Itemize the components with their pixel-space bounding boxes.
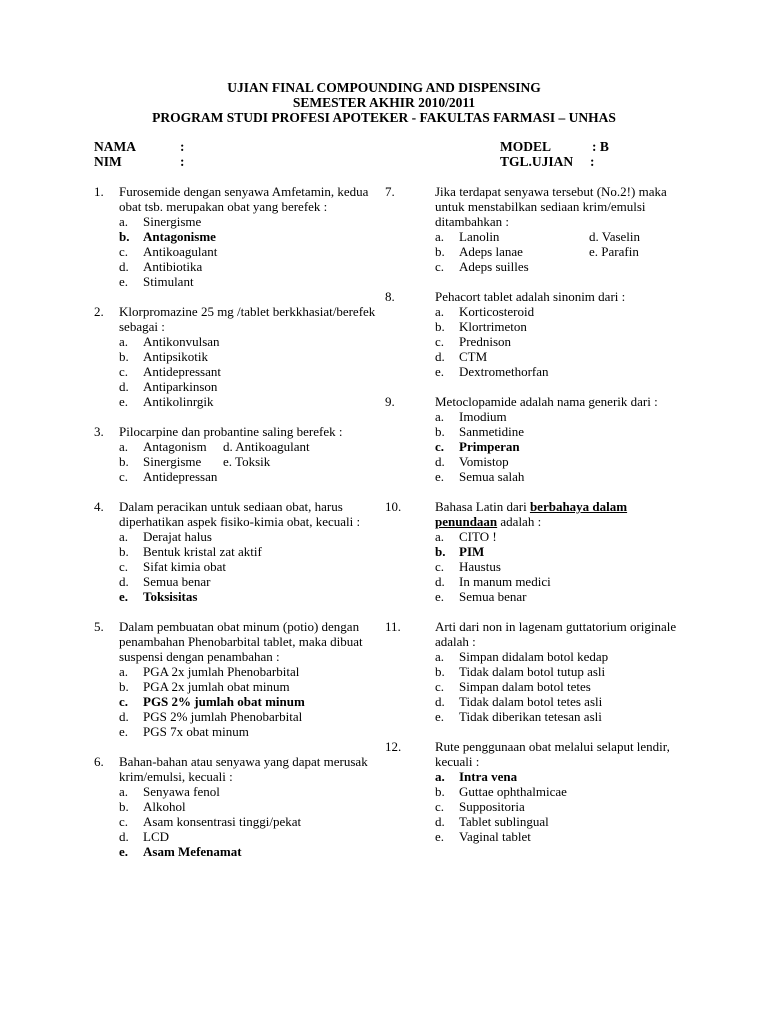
option-letter: b.: [119, 349, 129, 364]
option-text: Sinergisme: [143, 214, 202, 229]
question-stem: Klorpromazine 25 mg /tablet berkkhasiat/berefek sebagai :: [119, 304, 376, 334]
option-text: PGA 2x jumlah Phenobarbital: [143, 664, 300, 679]
option-text: PGA 2x jumlah obat minum: [143, 679, 290, 694]
answer-option-text: Asam Mefenamat: [143, 844, 242, 859]
exam-semester: SEMESTER AKHIR 2010/2011: [292, 95, 476, 110]
option-letter: c.: [435, 259, 445, 274]
option-letter: a.: [119, 664, 129, 679]
option-letter: c.: [435, 439, 445, 454]
question-number: 2.: [94, 304, 104, 319]
question-5: [94, 619, 379, 739]
option-letter: d.: [435, 814, 445, 829]
option-text: Adeps lanae: [459, 244, 523, 259]
option-text: Senyawa fenol: [143, 784, 220, 799]
option-text: Alkohol: [143, 799, 186, 814]
question-stem: Furosemide dengan senyawa Amfetamin, kedua obat tsb. merupakan obat yang berefek :: [119, 184, 369, 214]
option-text: Adeps suilles: [459, 259, 529, 274]
option-text: Lanolin: [459, 229, 500, 244]
question-4: [94, 499, 379, 604]
model-value: : B: [592, 139, 609, 154]
question-stem: Arti dari non in lagenam guttatorium originale adalah :: [435, 619, 677, 649]
option-letter: b.: [435, 319, 445, 334]
option-text: Prednison: [459, 334, 511, 349]
option-letter: e.: [435, 709, 445, 724]
nama-colon: :: [180, 139, 185, 154]
nim-colon: :: [180, 154, 185, 169]
option-letter: d.: [435, 574, 445, 589]
option-text: Vaginal tablet: [459, 829, 531, 844]
nama-label: NAMA: [94, 139, 136, 154]
option-letter: a.: [119, 334, 129, 349]
option-text: Sifat kimia obat: [143, 559, 227, 574]
option-text: PGS 7x obat minum: [143, 724, 249, 739]
option-letter: d.: [119, 709, 129, 724]
option-letter: d.: [119, 379, 129, 394]
option-text: Korticosteroid: [459, 304, 535, 319]
option-letter: a.: [435, 769, 445, 784]
question-number: 5.: [94, 619, 104, 634]
question-6: [94, 754, 379, 859]
question-stem: Metoclopamide adalah nama generik dari :: [435, 394, 658, 409]
question-stem: Pilocarpine dan probantine saling berefek :: [119, 424, 343, 439]
option-text: Antikoagulant: [235, 439, 310, 454]
question-stem-post: adalah :: [497, 514, 542, 529]
option-letter: b.: [119, 679, 129, 694]
option-text: PGS 2% jumlah Phenobarbital: [143, 709, 303, 724]
answer-option-text: PGS 2% jumlah obat minum: [143, 694, 305, 709]
option-letter: c.: [119, 694, 129, 709]
option-text: Vaselin: [601, 229, 641, 244]
tgl-ujian-colon: :: [590, 154, 595, 169]
option-text: Antikolinrgik: [143, 394, 214, 409]
option-text: LCD: [143, 829, 169, 844]
student-info: [94, 139, 314, 169]
option-text: Antidepressant: [143, 364, 221, 379]
question-2: [94, 304, 379, 409]
option-text: Tidak dalam botol tutup asli: [459, 664, 606, 679]
answer-option-text: Antagonisme: [143, 229, 216, 244]
option-letter: e.: [223, 454, 233, 469]
option-text: Antipsikotik: [143, 349, 209, 364]
option-letter: a.: [435, 649, 445, 664]
option-letter: e.: [119, 589, 129, 604]
option-text: CITO !: [459, 529, 497, 544]
option-letter: b.: [119, 229, 130, 244]
option-text: Antiparkinson: [143, 379, 218, 394]
option-text: Simpan dalam botol tetes: [459, 679, 591, 694]
question-stem: Dalam peracikan untuk sediaan obat, harus diperhatikan aspek fisiko-kimia obat, kecuali :: [119, 499, 361, 529]
option-text: Antibiotika: [143, 259, 203, 274]
option-text: Dextromethorfan: [459, 364, 549, 379]
answer-option-text: Primperan: [459, 439, 520, 454]
option-text: Imodium: [459, 409, 507, 424]
question-7: [385, 184, 684, 274]
option-text: Klortrimeton: [459, 319, 527, 334]
model-label: MODEL: [500, 139, 552, 154]
option-letter: e.: [119, 724, 129, 739]
question-stem: Jika terdapat senyawa tersebut (No.2!) maka untuk menstabilkan sediaan krim/emulsi ditambahkan :: [435, 184, 667, 229]
question-stem: Pehacort tablet adalah sinonim dari :: [435, 289, 626, 304]
question-number: 1.: [94, 184, 104, 199]
option-text: Guttae ophthalmicae: [459, 784, 567, 799]
question-3: [94, 424, 379, 484]
option-text: In manum medici: [459, 574, 551, 589]
question-12: [385, 739, 684, 844]
question-number: 8.: [385, 289, 395, 304]
option-letter: e.: [119, 394, 129, 409]
tgl-ujian-label: TGL.UJIAN: [500, 154, 574, 169]
question-number: 11.: [385, 619, 401, 634]
option-letter: b.: [119, 799, 129, 814]
option-text: Bentuk kristal zat aktif: [143, 544, 262, 559]
option-text: Vomistop: [459, 454, 509, 469]
question-stem: Bahan-bahan atau senyawa yang dapat merusak krim/emulsi, kecuali :: [119, 754, 368, 784]
option-letter: e.: [119, 844, 129, 859]
question-number: 10.: [385, 499, 402, 514]
question-stem: [435, 499, 684, 529]
exam-header: [0, 80, 768, 125]
option-letter: b.: [435, 784, 445, 799]
question-11: [385, 619, 684, 724]
option-text: Sinergisme: [143, 454, 202, 469]
option-letter: b.: [435, 424, 445, 439]
option-text: Stimulant: [143, 274, 194, 289]
exam-info: [500, 139, 700, 169]
option-text: Tidak diberikan tetesan asli: [459, 709, 602, 724]
question-10: [385, 499, 684, 604]
option-letter: e.: [435, 364, 445, 379]
option-text: Antikonvulsan: [143, 334, 220, 349]
question-9: [385, 394, 684, 484]
option-letter: c.: [119, 469, 129, 484]
option-letter: c.: [119, 244, 129, 259]
option-letter: e.: [435, 589, 445, 604]
option-text: Semua benar: [459, 589, 527, 604]
question-1: [94, 184, 379, 289]
option-letter: a.: [435, 304, 445, 319]
option-letter: d.: [435, 349, 445, 364]
option-text: Suppositoria: [459, 799, 525, 814]
option-text: Simpan didalam botol kedap: [459, 649, 609, 664]
option-text: Haustus: [459, 559, 501, 574]
option-letter: e.: [119, 274, 129, 289]
option-letter: e.: [435, 469, 445, 484]
option-letter: d.: [223, 439, 233, 454]
option-letter: c.: [435, 679, 445, 694]
option-letter: a.: [119, 784, 129, 799]
option-text: Toksik: [235, 454, 271, 469]
answer-option-text: Toksisitas: [143, 589, 198, 604]
option-letter: d.: [119, 574, 129, 589]
option-text: Tablet sublingual: [459, 814, 549, 829]
question-number: 9.: [385, 394, 395, 409]
option-letter: a.: [435, 409, 445, 424]
answer-option-text: Intra vena: [459, 769, 518, 784]
option-letter: c.: [119, 559, 129, 574]
option-text: Sanmetidine: [459, 424, 524, 439]
question-number: 3.: [94, 424, 104, 439]
nim-label: NIM: [94, 154, 122, 169]
option-letter: c.: [435, 799, 445, 814]
option-letter: b.: [435, 544, 446, 559]
option-text: CTM: [459, 349, 488, 364]
option-letter: d.: [119, 259, 129, 274]
option-letter: a.: [435, 229, 445, 244]
question-stem-emphasis: berbahaya dalam penundaan: [435, 499, 628, 529]
question-number: 6.: [94, 754, 104, 769]
option-letter: c.: [119, 814, 129, 829]
question-stem-pre: Bahasa Latin dari: [435, 499, 530, 514]
questions-left-column: [94, 184, 379, 874]
option-letter: c.: [119, 364, 129, 379]
option-text: Parafin: [601, 244, 639, 259]
option-text: Tidak dalam botol tetes asli: [459, 694, 603, 709]
option-letter: b.: [435, 664, 445, 679]
option-letter: c.: [435, 559, 445, 574]
option-letter: a.: [435, 529, 445, 544]
option-text: Derajat halus: [143, 529, 212, 544]
option-letter: a.: [119, 214, 129, 229]
question-8: [385, 289, 684, 379]
question-number: 12.: [385, 739, 402, 754]
exam-program: PROGRAM STUDI PROFESI APOTEKER - FAKULTAS FARMASI – UNHAS: [152, 110, 616, 125]
option-letter: d.: [589, 229, 599, 244]
option-text: Antagonism: [143, 439, 207, 454]
option-letter: b.: [119, 544, 129, 559]
option-text: Asam konsentrasi tinggi/pekat: [143, 814, 302, 829]
option-letter: c.: [435, 334, 445, 349]
questions-right-column: [385, 184, 684, 859]
option-letter: d.: [435, 694, 445, 709]
option-text: Antikoagulant: [143, 244, 218, 259]
option-letter: a.: [119, 529, 129, 544]
option-letter: b.: [435, 244, 445, 259]
question-stem: Dalam pembuatan obat minum (potio) dengan penambahan Phenobarbital tablet, maka dibuat suspensi dengan penambahan :: [119, 619, 363, 664]
option-text: Semua salah: [459, 469, 525, 484]
option-letter: e.: [435, 829, 445, 844]
question-stem: Rute penggunaan obat melalui selaput lendir, kecuali :: [435, 739, 670, 769]
option-letter: d.: [119, 829, 129, 844]
option-letter: d.: [435, 454, 445, 469]
option-letter: a.: [119, 439, 129, 454]
answer-option-text: PIM: [459, 544, 485, 559]
option-text: Semua benar: [143, 574, 211, 589]
option-letter: b.: [119, 454, 129, 469]
option-text: Antidepressan: [143, 469, 218, 484]
option-letter: e.: [589, 244, 599, 259]
question-number: 4.: [94, 499, 104, 514]
question-number: 7.: [385, 184, 395, 199]
exam-title: UJIAN FINAL COMPOUNDING AND DISPENSING: [227, 80, 541, 95]
